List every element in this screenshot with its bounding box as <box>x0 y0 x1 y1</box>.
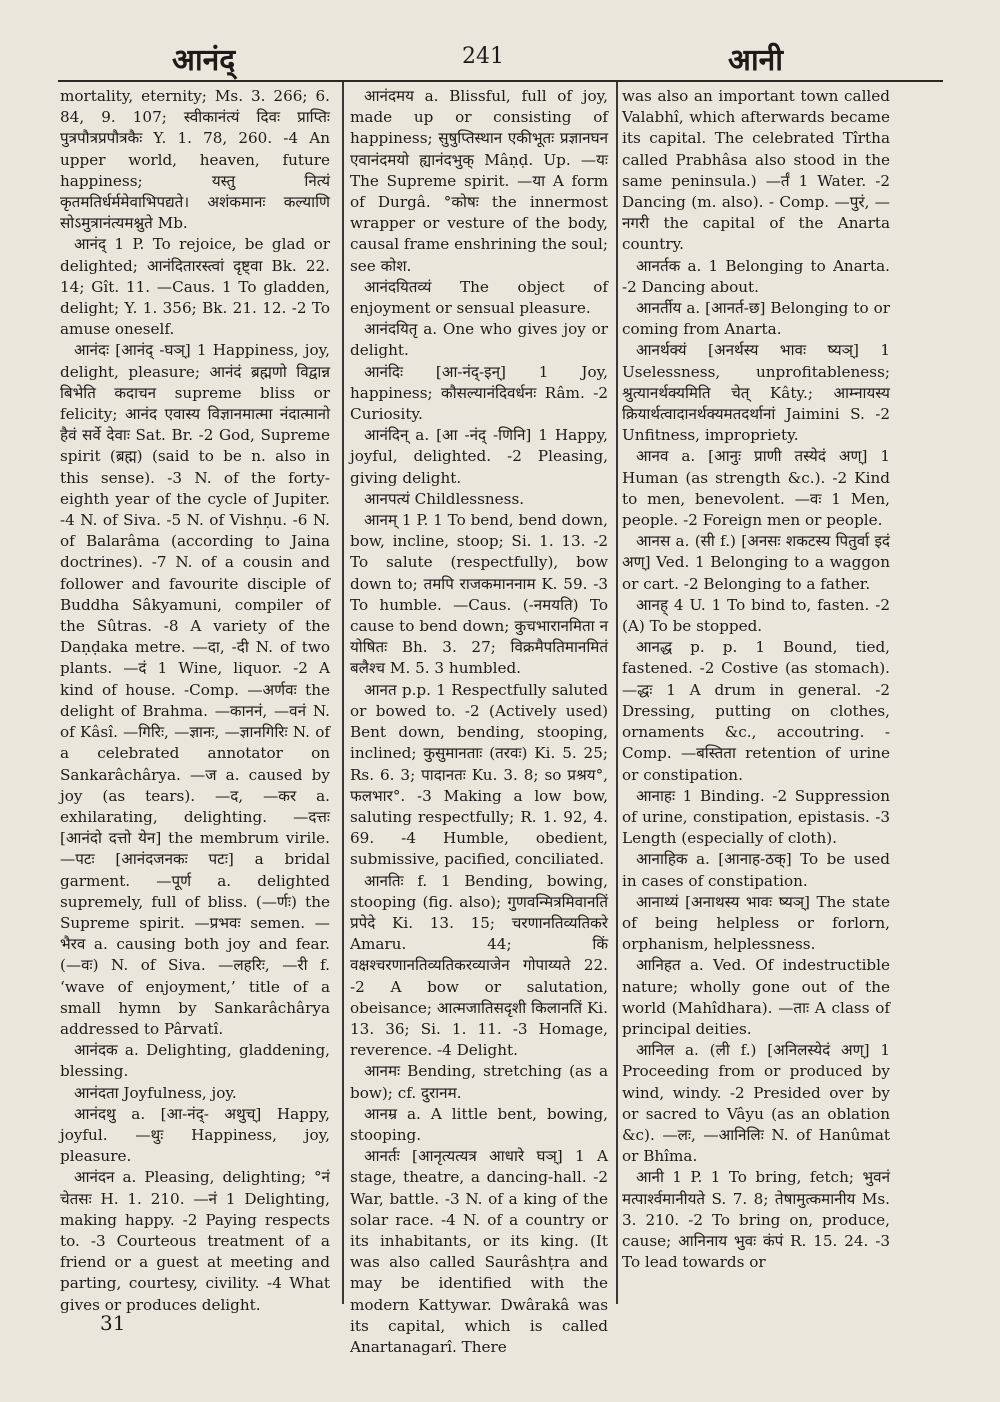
entry-continuation: was also an important town called Valabhî, which afterwards became its capital. The celebrated Tîrtha called Prabhâsa also stood in the same peninsula.) —र्तं 1 Water. -2 Dancing (m. also). - Comp. —पुरं, —नगरी the capital of the Anarta country. <box>622 87 890 254</box>
dictionary-entry: आनंदथु a. [आ-नंद्- अथुच्] Happy, joyful. —थुः Happiness, joy, pleasure. <box>60 1104 330 1166</box>
dictionary-entry: आनंदता Joyfulness, joy. <box>74 1083 237 1102</box>
dictionary-entry: आनह् 4 U. 1 To bind to, fasten. -2 (A) To be stopped. <box>622 595 890 636</box>
column-divider-1 <box>342 82 344 1304</box>
dictionary-entry: आनिल a. (ली f.) [अनिलस्येदं अण्] 1 Proceeding from or produced by wind, windy. -2 Presided over by or sacred to Vâyu (as an oblation &c). —लः, —आनिलिः N. of Hanûmat or Bhîma. <box>622 1041 890 1166</box>
dictionary-entry: आनत p.p. 1 Respectfully saluted or bowed to. -2 (Actively used) Bent down, bending, stooping, inclined; कुसुमानताः (तरवः) Ki. 5. 25; Rs. 6. 3; पादानतः Ku. 3. 8; so प्रश्रय°, फलभार°. -3 Making a low bow, saluting respectfully; R. 1. 92, 4. 69. -4 Humble, obedient, submissive, pacified, conciliated. <box>350 680 608 869</box>
dictionary-entry: आनम्र a. A little bent, bowing, stooping. <box>350 1104 608 1144</box>
dictionary-entry: आनाहिक a. [आनाह-ठक्] To be used in cases of constipation. <box>622 850 890 890</box>
dictionary-entry: आनव a. [आनुः प्राणी तस्येदं अण्] 1 Human (as strength &c.). -2 Kind to men, benevolent. —वः 1 Men, people. -2 Foreign men or people. <box>622 447 890 530</box>
dictionary-entry: आनाथ्यं [अनाथस्य भावः ष्यञ्] The state of being helpless or forlorn, orphanism, helplessness. <box>622 892 890 954</box>
column-right <box>622 86 890 1308</box>
dictionary-entry: आनर्तः [आनृत्यत्यत्र आधारे घञ्] 1 A stage, theatre, a dancing-hall. -2 War, battle. -3 N. of a king of the solar race. -4 N. of a country or its inhabitants, or its king. (It was also called Saurâshṭra and may be identified with the modern Kattywar. Dwârakâ was its capital, which is called Anartanagarî. There <box>350 1147 608 1356</box>
column-divider-2 <box>616 82 618 1304</box>
page-number: 241 <box>462 44 504 69</box>
dictionary-entry: आनंदयितव्यं The object of enjoyment or sensual pleasure. <box>350 277 608 318</box>
dictionary-entry: आनंदयितृ a. One who gives joy or delight. <box>350 320 608 360</box>
header-rule <box>58 80 943 82</box>
dictionary-entry: आनपत्यं Childlessness. <box>364 489 525 508</box>
dictionary-entry: आनमः Bending, stretching (as a bow); cf. दुरानम. <box>350 1062 608 1102</box>
entry-continuation: mortality, eternity; Ms. 3. 266; 6. 84, 9. 107; स्वीकानंत्यं दिवः प्राप्तिः पुत्रपौत्रप्रपौत्रकैः Y. 1. 78, 260. -4 An upper world, heaven, future happiness; यस्तु नित्यं कृतमतिर्धर्ममेवाभिपद्यते। अशंकमानः कल्याणि सोऽमुत्रानंत्यमश्नुते Mb. <box>60 87 330 233</box>
right-running-headword: आनी <box>728 43 784 78</box>
dictionary-entry: आनी 1 P. 1 To bring, fetch; भुवनं मत्पार्श्वमानीयते S. 7. 8; तेषामुत्कमानीय Ms. 3. 210. -2 To bring on, produce, cause; आनिनाय भुवः कंपं R. 15. 24. -3 To lead towards or <box>622 1168 890 1272</box>
dictionary-entry: आनंदक a. Delighting, gladdening, blessing. <box>60 1041 330 1081</box>
dictionary-entry: आनम् 1 P. 1 To bend, bend down, bow, incline, stoop; Si. 1. 13. -2 To salute (respectfully), bow down to; तमपि राजकमाननाम K. 59. -3 To humble. —Caus. (-नमयति) To cause to bend down; कुचभारानमिता न योषितः Bh. 3. 27; विक्रमैपतिमानमितं बलैश्च M. 5. 3 humbled. <box>350 511 608 678</box>
page-header <box>0 0 1000 80</box>
dictionary-entry: आनंदिः [आ-नंद्-इन्] 1 Joy, happiness; कौसल्यानंदिवर्धनः Râm. -2 Curiosity. <box>350 362 608 424</box>
dictionary-entry: आनर्तीय a. [आनर्त-छ] Belonging to or coming from Anarta. <box>622 299 890 339</box>
dictionary-entry: आनतिः f. 1 Bending, bowing, stooping (fig. also); गुणवन्मित्रमिवानतिं प्रपेदे Ki. 13. 15; चरणानतिव्यतिकरे Amaru. 44; किं वक्षश्चरणानतिव्यतिकरव्याजेन गोपाय्यते 22. -2 A bow or salutation, obeisance; आत्मजातिसदृशी किलानतिं Ki. 13. 36; Si. 1. 11. -3 Homage, reverence. -4 Delight. <box>350 871 608 1060</box>
column-left <box>60 86 330 1314</box>
dictionary-entry: आनिहत a. Ved. Of indestructible nature; wholly gone out of the world (Mahîdhara). —ताः A class of principal deities. <box>622 956 890 1038</box>
dictionary-entry: आनर्तक a. 1 Belonging to Anarta. -2 Dancing about. <box>622 256 890 296</box>
dictionary-entry: आनंदः [आनंद् -घञ्] 1 Happiness, joy, delight, pleasure; आनंदं ब्रह्मणो विद्वान्न बिभेति कदाचन supreme bliss or felicity; आनंद एवास्य विज्ञानमात्मा नंदात्मानो हैवं सर्वे देवाः Sat. Br. -2 God, Supreme spirit (ब्रह्म) (said to be n. also in this sense). -3 N. of the forty-eighth year of the cycle of Jupiter. -4 N. of Siva. -5 N. of Vishṇu. -6 N. of Balarâma (according to Jaina doctrines). -7 N. of a cousin and follower and favourite disciple of Buddha Sâkyamuni, compiler of the Sûtras. -8 A variety of the Daṇḍaka metre. —दा, -दी N. of two plants. —दं 1 Wine, liquor. -2 A kind of house. -Comp. —अर्णवः the delight of Brahma. —काननं, —वनं N. of Kâsî. —गिरिः, —ज्ञानः, —ज्ञानगिरिः N. of a celebrated annotator on Sankarâchârya. —ज a. caused by joy (as tears). —द, —कर a. exhilarating, delighting. —दत्तः [आनंदो दत्तो येन] the membrum virile. —पटः [आनंदजनकः पटः] a bridal garment. —पूर्ण a. delighted supremely, full of bliss. (—र्णः) the Supreme spirit. —प्रभवः semen. —भैरव a. causing both joy and fear. (—वः) N. of Siva. —लहरिः, —री f. ‘wave of enjoyment,’ title of a small hymn by Sankarâchârya addressed to Pârvatî. <box>60 341 330 1038</box>
dictionary-entry: आनंदिन् a. [आ -नंद् -णिनि] 1 Happy, joyful, delighted. -2 Pleasing, giving delight. <box>350 426 608 487</box>
dictionary-entry: आनर्थक्यं [अनर्थस्य भावः ष्यञ्] 1 Uselessness, unprofitableness; श्रुत्यानर्थक्यमिति चेत् Kâty.; आम्नायस्य क्रियार्थत्वादानर्थक्यमतदर्थानां Jaimini S. -2 Unfitness, impropriety. <box>622 341 890 445</box>
signature-mark: 31 <box>100 1311 126 1335</box>
dictionary-entry: आनंदमय a. Blissful, full of joy, made up or consisting of happiness; सुषुप्तिस्थान एकीभूतः प्रज्ञानघन एवानंदमयो ह्यानंदभुक् Mâṇḍ. Up. —यः The Supreme spirit. —या A form of Durgâ. °कोषः the innermost wrapper or vesture of the body, causal frame enshrining the soul; see कोश. <box>350 87 608 275</box>
dictionary-entry: आनाहः 1 Binding. -2 Suppression of urine, constipation, epistasis. -3 Length (especially of cloth). <box>622 786 890 848</box>
dictionary-entry: आनंद् 1 P. To rejoice, be glad or delighted; आनंदितारस्त्वां दृष्ट्वा Bk. 22. 14; Gît. 11. —Caus. 1 To gladden, delight; Y. 1. 356; Bk. 21. 12. -2 To amuse oneself. <box>60 235 330 339</box>
dictionary-entry: आनस a. (सी f.) [अनसः शकटस्य पितुर्वा इदं अण्] Ved. 1 Belonging to a waggon or cart. -2 Belonging to a father. <box>622 532 890 593</box>
dictionary-entry: आनद्ध p. p. 1 Bound, tied, fastened. -2 Costive (as stomach). —द्धः 1 A drum in general. -2 Dressing, putting on clothes, ornaments &c., accoutring. -Comp. —बस्तिता retention of urine or constipation. <box>622 638 890 784</box>
column-middle <box>350 86 608 1356</box>
left-running-headword: आनंद् <box>172 43 236 78</box>
dictionary-entry: आनंदन a. Pleasing, delighting; °नं चेतसः H. 1. 210. —नं 1 Delighting, making happy. -2 Paying respects to. -3 Courteous treatment of a friend or a guest at meeting and parting, courtesy, civility. -4 What gives or produces delight. <box>60 1168 330 1314</box>
